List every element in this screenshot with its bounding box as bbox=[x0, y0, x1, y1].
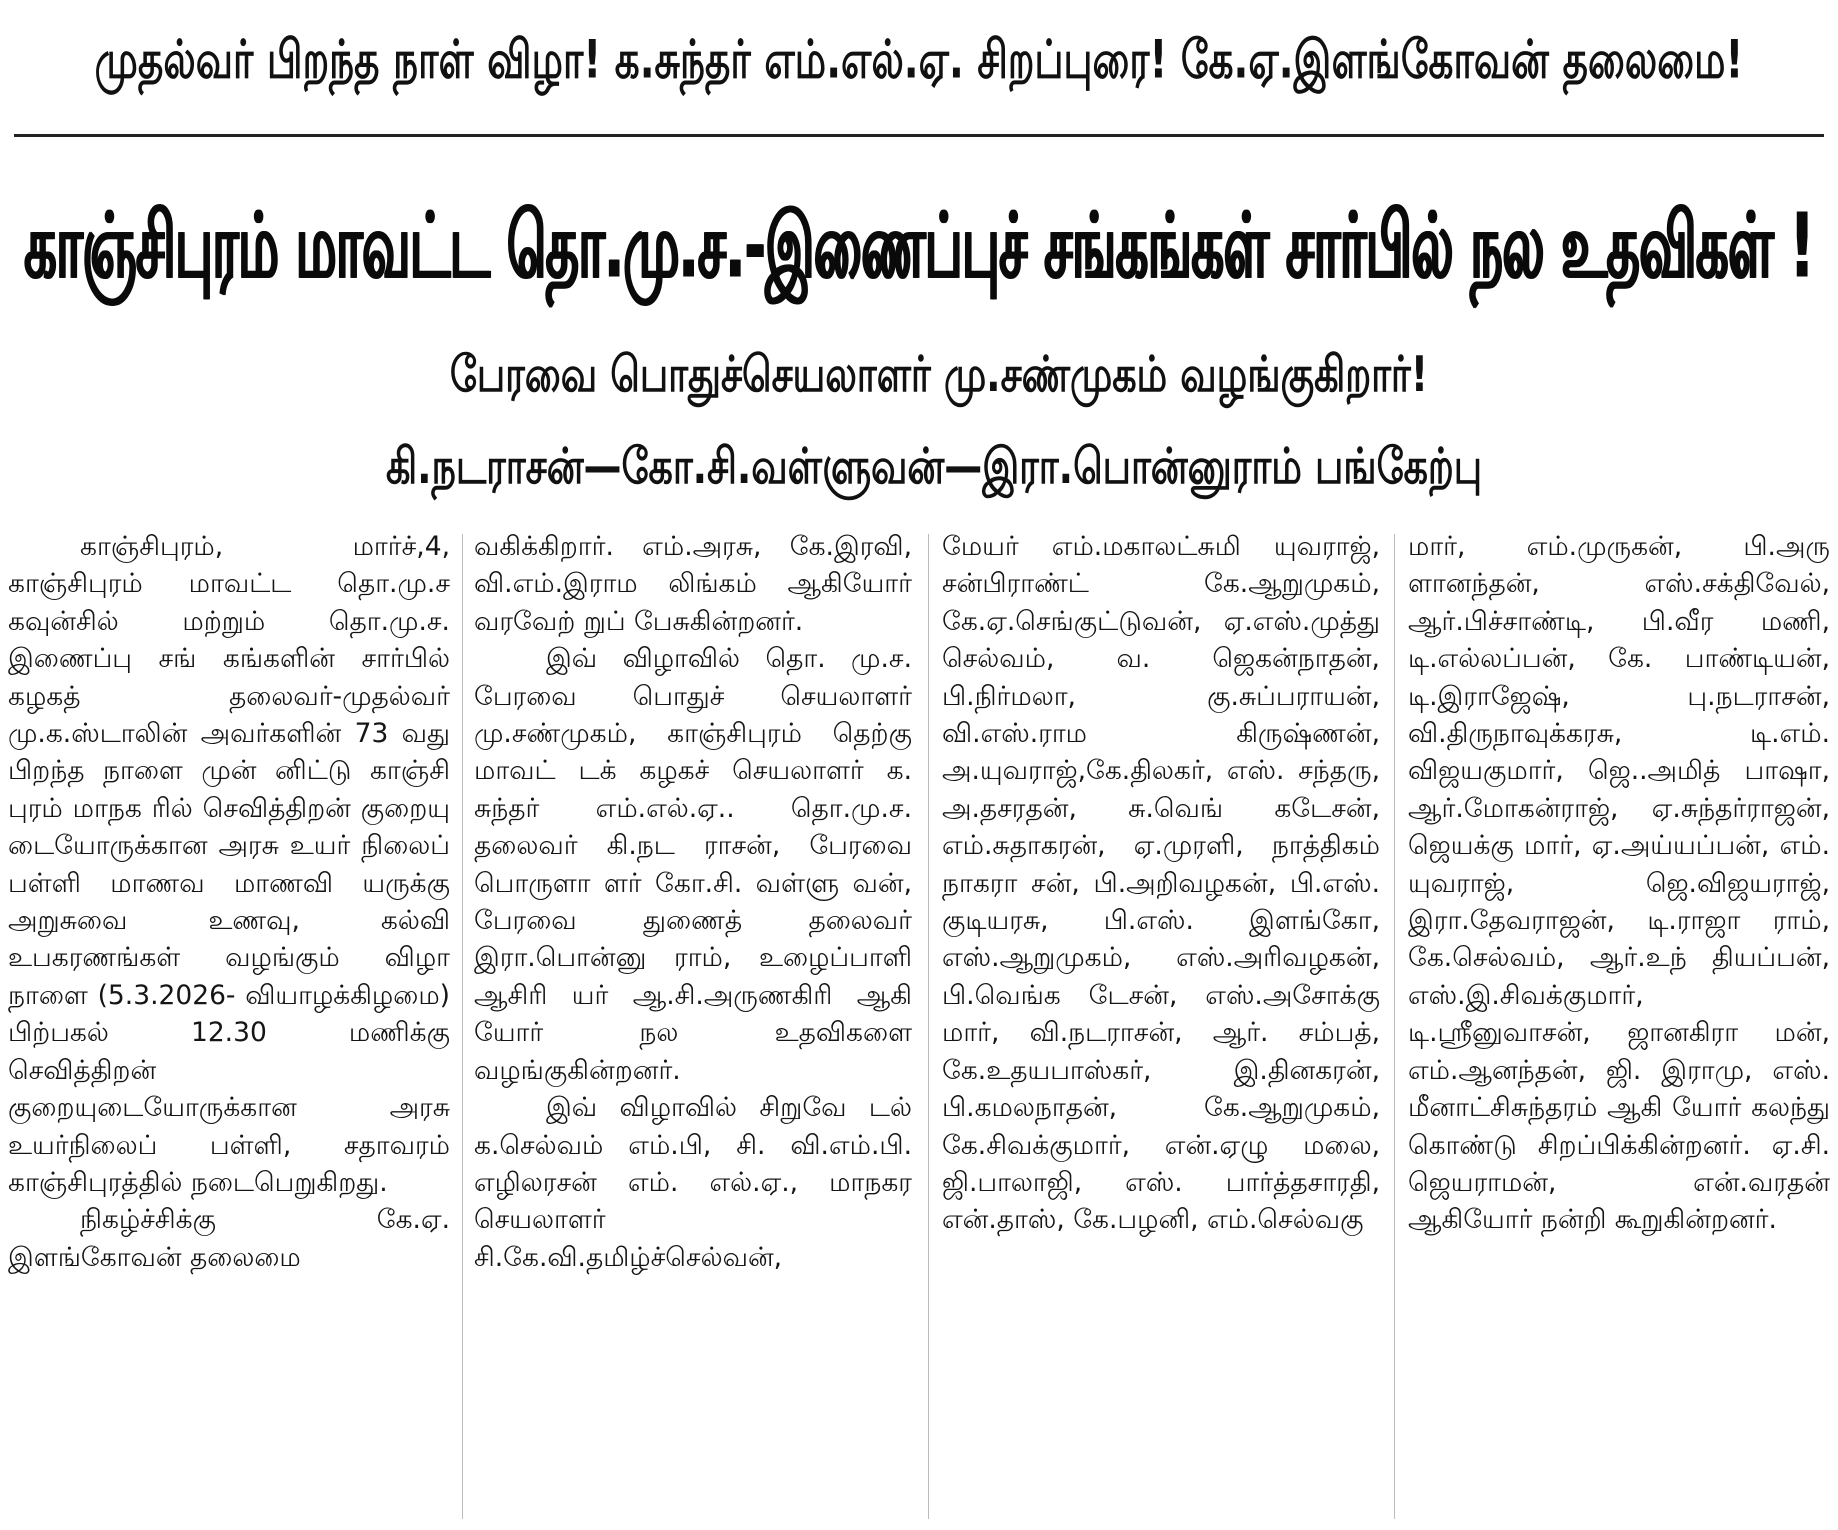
column-1-paragraph-2: நிகழ்ச்சிக்கு கே.ஏ. இளங்கோவன் தலைமை bbox=[8, 1204, 450, 1273]
column-4-paragraph-1: மார், எம்.முருகன், பி.அரு ளானந்தன், எஸ்.சக்திவேல், ஆர்.பிச்சாண்டி, பி.வீர மணி, டி.எல்லப்பன், கே. பாண்டியன், டி.இராஜேஷ், பு.நடராசன், வி.திருநாவுக்கரசு, டி.எம். விஜயகுமார், ஜெ..அமித் பாஷா, ஆர்.மோகன்ராஜ், ஏ.சுந்தர்ராஜன், ஜெயக்கு மார், ஏ.அய்யப்பன், எம். யுவராஜ், ஜெ.விஜயராஜ், இரா.தேவராஜன், டி.ராஜா ராம், கே.செல்வம், ஆர்.உந் தியப்பன், எஸ்.இ.சிவக்குமார், டி.ஸ்ரீனுவாசன், ஜானகிரா மன், எம்.ஆனந்தன், ஜி. இராமு, எஸ். மீனாட்சிசுந்தரம் ஆகி யோர் கலந்து கொண்டு சிறப்பிக்கின்றனர். ஏ.சி. ஜெயராமன், என்.வரதன் ஆகியோர் நன்றி கூறுகின்றனர். bbox=[1408, 531, 1830, 1236]
column-2-paragraph-3: இவ் விழாவில் சிறுவே டல் க.செல்வம் எம்.பி, சி. வி.எம்.பி. எழிலரசன் எம். எல்.ஏ., மாநகர செயலாளர் சி.கே.வி.தமிழ்ச்செல்வன், bbox=[474, 1092, 912, 1273]
column-2-paragraph-1: வகிக்கிறார். எம்.அரசு, கே.இரவி, வி.எம்.இராம லிங்கம் ஆகியோர் வரவேற் றுப் பேசுகின்றனர். bbox=[474, 531, 912, 637]
article-body bbox=[8, 528, 1830, 1523]
column-2-paragraph-2: இவ் விழாவில் தொ. மு.ச. பேரவை பொதுச் செயலாளர் மு.சண்முகம், காஞ்சிபுரம் தெற்கு மாவட் டக் கழகச் செயலாளர் க. சுந்தர் எம்.எல்.ஏ.. தொ.மு.ச. தலைவர் கி.நட ராசன், பேரவை பொருளா ளர் கோ.சி. வள்ளு வன், பேரவை துணைத் தலைவர் இரா.பொன்னு ராம், உழைப்பாளி ஆசிரி யர் ஆ.சி.அருணகிரி ஆகி யோர் நல உதவிகளை வழங்குகின்றனர். bbox=[474, 643, 912, 1086]
column-1-paragraph-1: காஞ்சிபுரம், மார்ச்,4, காஞ்சிபுரம் மாவட்ட தொ.மு.ச கவுன்சில் மற்றும் தொ.மு.ச. இணைப்பு சங் கங்களின் சார்பில் கழகத் தலைவர்-முதல்வர் மு.க.ஸ்டாலின் அவர்களின் 73 வது பிறந்த நாளை முன் னிட்டு காஞ்சி புரம் மாநக ரில் செவித்திறன் குறையு டையோருக்கான அரசு உயர் நிலைப் பள்ளி மாணவ மாணவி யருக்கு அறுசுவை உணவு, கல்வி உபகரணங்கள் வழங்கும் விழா நாளை (5.3.2026- வியாழக்கிழமை) பிற்பகல் 12.30 மணிக்கு செவித்திறன் குறையுடையோருக்கான அரசு உயர்நிலைப் பள்ளி, சதாவரம் காஞ்சிபுரத்தில் நடைபெறுகிறது. bbox=[8, 531, 450, 1198]
main-headline: காஞ்சிபுரம் மாவட்ட தொ.மு.ச.-இணைப்புச் சங்கங்கள் சார்பில் நல உதவிகள் ! bbox=[24, 195, 1814, 299]
column-3-paragraph-1: மேயர் எம்.மகாலட்சுமி யுவராஜ், சன்பிராண்ட் கே.ஆறுமுகம், கே.ஏ.செங்குட்டுவன், ஏ.எஸ்.முத்து செல்வம், வ. ஜெகன்நாதன், பி.நிர்மலா, கு.சுப்பராயன், வி.எஸ்.ராம கிருஷ்ணன், அ.யுவராஜ்,கே.திலகர், எஸ். சந்தரு, அ.தசரதன், சு.வெங் கடேசன், எம்.சுதாகரன், ஏ.முரளி, நாத்திகம் நாகரா சன், பி.அறிவழகன், பி.எஸ். குடியரசு, பி.எஸ். இளங்கோ, எஸ்.ஆறுமுகம், எஸ்.அரிவழகன், பி.வெங்க டேசன், எஸ்.அசோக்கு மார், வி.நடராசன், ஆர். சம்பத், கே.உதயபாஸ்கர், இ.தினகரன், பி.கமலநாதன், கே.ஆறுமுகம், கே.சிவக்குமார், என்.ஏழு மலை, ஜி.பாலாஜி, எஸ். பார்த்தசாரதி, என்.தாஸ், கே.பழனி, எம்.செல்வகு bbox=[942, 531, 1380, 1236]
column-divider bbox=[462, 534, 463, 1519]
article-column-2 bbox=[474, 528, 912, 1523]
column-divider bbox=[1394, 534, 1395, 1519]
subheadline-secondary: கி.நடராசன்—கோ.சி.வள்ளுவன்—இரா.பொன்னுராம் பங்கேற்பு bbox=[385, 437, 1483, 495]
article-column-4 bbox=[1408, 528, 1830, 1523]
kicker-line: முதல்வர் பிறந்த நாள் விழா! க.சுந்தர் எம்.எல்.ஏ. சிறப்புரை! கே.ஏ.இளங்கோவன் தலைமை! bbox=[94, 30, 1744, 91]
column-divider bbox=[928, 534, 929, 1519]
subheadline-primary: பேரவை பொதுச்செயலாளர் மு.சண்முகம் வழங்குகிறார்! bbox=[449, 345, 1429, 403]
article-column-1 bbox=[8, 528, 450, 1523]
article-column-3 bbox=[942, 528, 1380, 1523]
